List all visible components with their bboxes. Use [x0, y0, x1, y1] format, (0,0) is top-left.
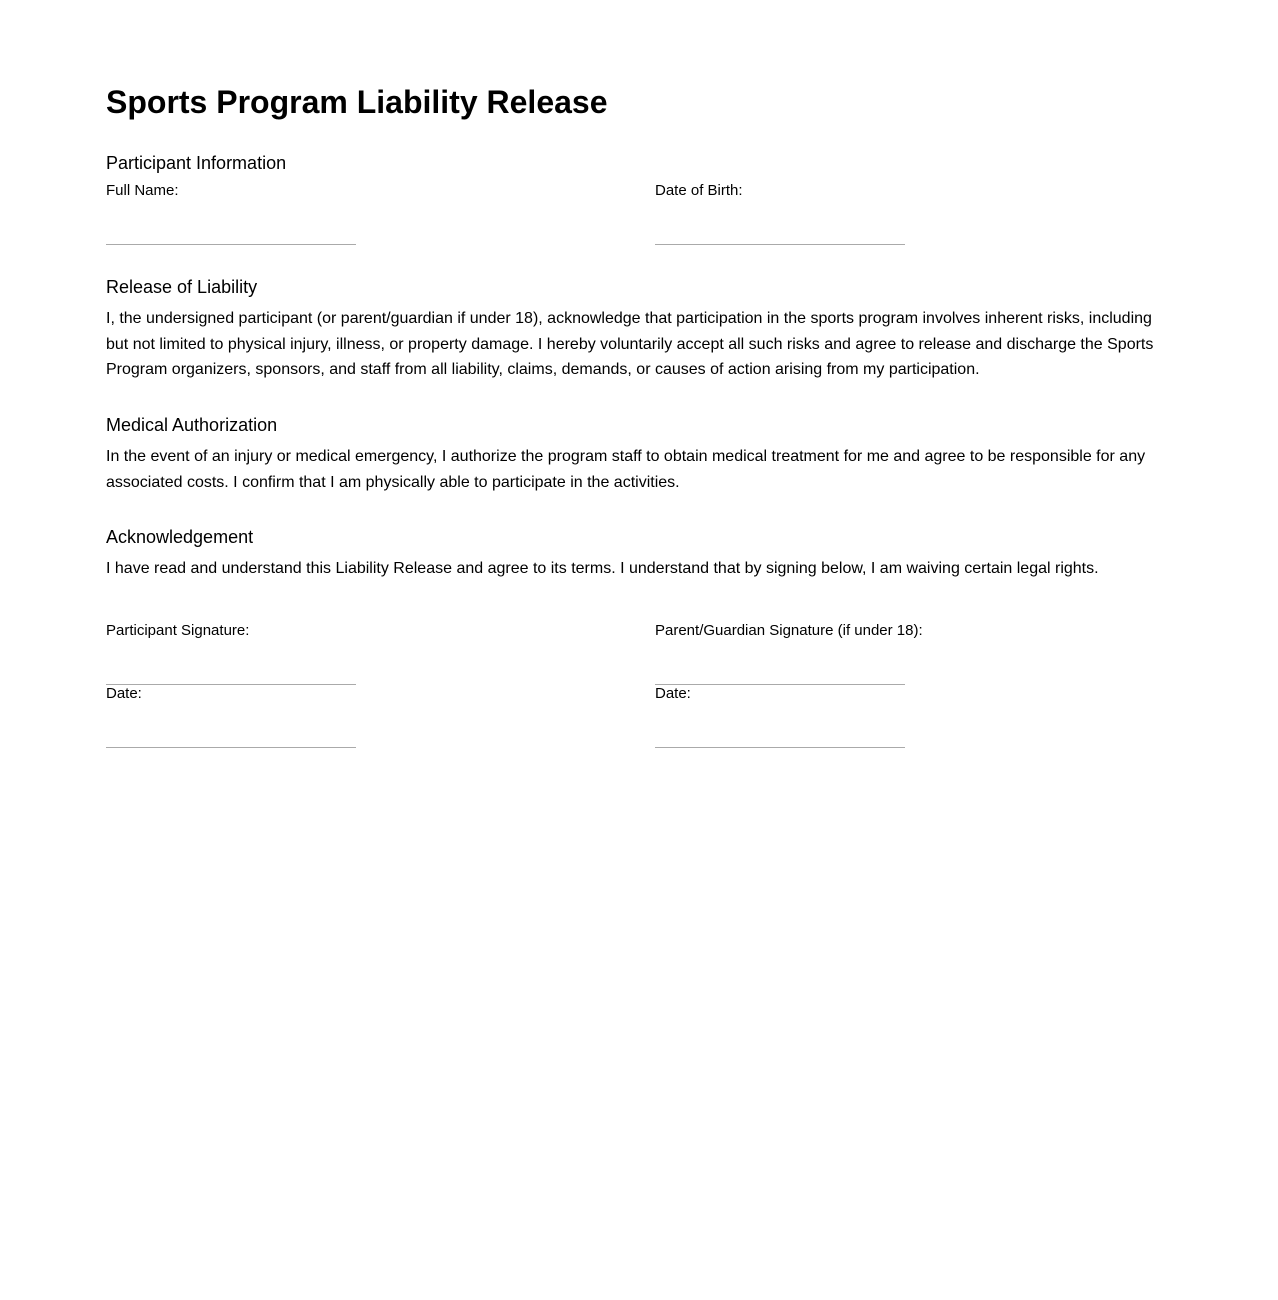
full-name-input[interactable]	[106, 218, 356, 245]
medical-authorization-text: In the event of an injury or medical emergency, I authorize the program staff to obtain medical treatment for me and agree to be responsible for any associated costs. I confirm that I am physically able to participate in the activities.	[106, 448, 1146, 491]
full-name-field-group	[106, 182, 356, 245]
participant-date-label: Date:	[106, 685, 142, 702]
participant-signature-input[interactable]	[106, 658, 356, 685]
section-title-acknowledgement: Acknowledgement	[106, 527, 254, 547]
date-of-birth-input[interactable]	[655, 218, 905, 245]
guardian-date-field-group	[655, 685, 955, 748]
release-of-liability-text: I, the undersigned participant (or parent/guardian if under 18), acknowledge that participation in the sports program involves inherent risks, including but not limited to physical injury, illness, or property damage. I hereby voluntarily accept all such risks and agree to release and discharge the Sports Program organizers, sponsors, and staff from all liability, claims, demands, or causes of action arising from my participation.	[106, 310, 1154, 378]
guardian-signature-input[interactable]	[655, 658, 905, 685]
acknowledgement-text: I have read and understand this Liability Release and agree to its terms. I understand that by signing below, I am waiving certain legal rights.	[106, 560, 1099, 577]
participant-signature-field-group	[106, 622, 356, 685]
guardian-signature-label: Parent/Guardian Signature (if under 18):	[655, 622, 923, 639]
section-title-participant-information: Participant Information	[106, 153, 287, 173]
guardian-signature-field-group	[655, 622, 955, 685]
date-of-birth-label: Date of Birth:	[655, 182, 743, 199]
guardian-date-input[interactable]	[655, 721, 905, 748]
participant-signature-label: Participant Signature:	[106, 622, 250, 639]
section-title-release-of-liability: Release of Liability	[106, 277, 258, 297]
full-name-label: Full Name:	[106, 182, 179, 199]
section-title-medical-authorization: Medical Authorization	[106, 415, 278, 435]
participant-date-field-group	[106, 685, 356, 748]
date-of-birth-field-group	[655, 182, 955, 245]
participant-date-input[interactable]	[106, 721, 356, 748]
guardian-date-label: Date:	[655, 685, 691, 702]
page-title: Sports Program Liability Release	[106, 84, 608, 120]
